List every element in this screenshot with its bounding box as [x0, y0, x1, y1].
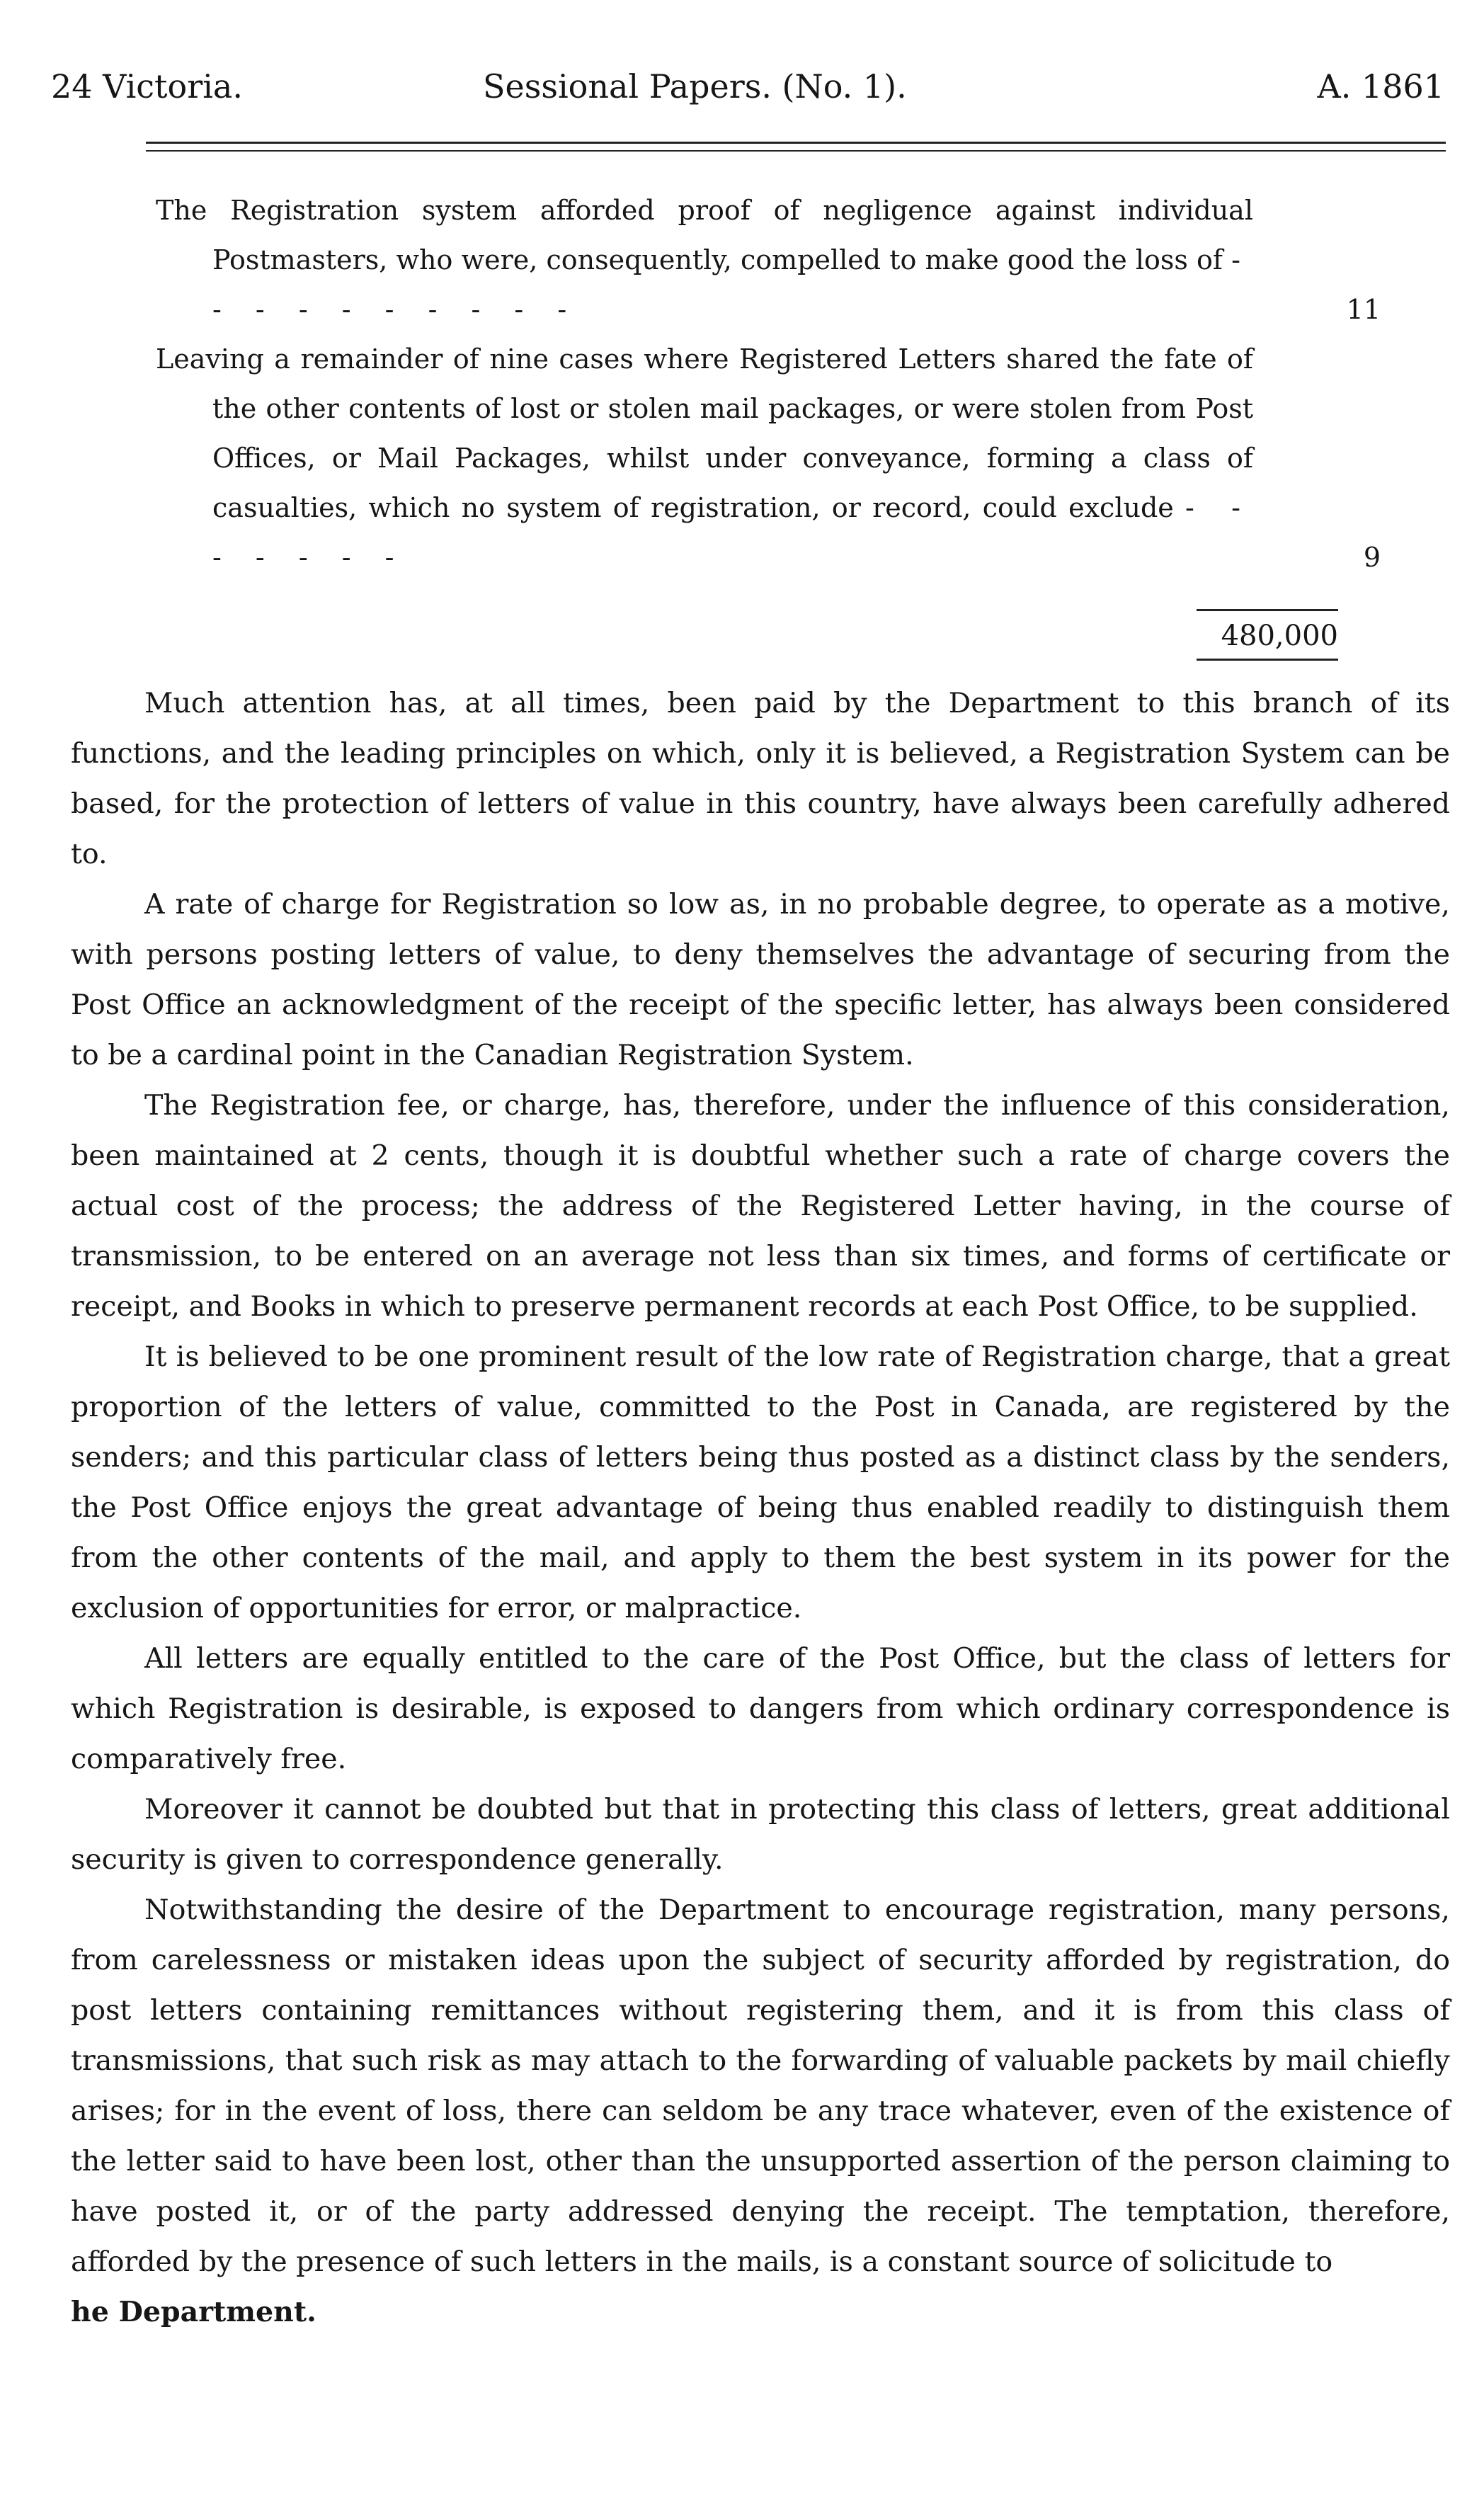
paragraph: Moreover it cannot be doubted but that in protecting this class of letters, great additional security is given to correspondence generally. — [71, 1793, 1450, 1876]
header-year: A. 1861 — [1317, 67, 1444, 106]
summary-entry — [156, 186, 1409, 334]
total-rule — [1197, 609, 1338, 611]
total-value: 480,000 — [1221, 620, 1338, 652]
summary-entry — [156, 334, 1409, 582]
page-header — [51, 58, 1444, 115]
paragraph: Much attention has, at all times, been paid by the Department to this branch of its functions, and the leading principles on which, only it is believed, a Registration System can be based, for the protection of letters of value in this country, have always been carefully adhered to. — [71, 687, 1450, 870]
closing-line: he Department. — [71, 2296, 316, 2328]
total-underline — [1197, 659, 1338, 661]
paragraph: All letters are equally entitled to the care of the Post Office, but the class of letters for which Registration is desirable, is exposed to dangers from which ordinary correspondence is comparatively free. — [71, 1642, 1450, 1775]
paragraph: It is believed to be one prominent result of the low rate of Registration charge, that a great proportion of the letters of value, committed to the Post in Canada, are registered by the senders; and this particular class of letters being thus posted as a distinct class by the senders, the Post Office enjoys the great advantage of being thus enabled readily to distinguish them from the other contents of the mail, and apply to them the best system in its power for the exclusion of opportunities for error, or malpractice. — [71, 1340, 1450, 1624]
entry-leader: - - - - - - - — [212, 492, 1253, 573]
entry-count: 11 — [1346, 294, 1381, 325]
report-body — [71, 678, 1450, 2338]
entry-text: Leaving a remainder of nine cases where Registered Letters shared the fate of the other contents of lost or stolen mail packages, or were stolen from Post Offices, or Mail Packages, whilst under conveyance, forming a class of casualties, which no system of registration, or record, could exclude — [156, 343, 1253, 523]
entry-leader: - - - - - - - - - - — [212, 244, 1253, 325]
header-title: Sessional Papers. (No. 1). — [483, 67, 907, 106]
entry-count: 9 — [1363, 542, 1381, 573]
header-rule-thin — [146, 150, 1446, 152]
paragraph: The Registration fee, or charge, has, therefore, under the influence of this consideration, been maintained at 2 cents, though it is doubtful whether such a rate of charge covers the actual cost of the process; the address of the Registered Letter having, in the course of transmission, to be entered on an average not less than six times, and forms of certificate or receipt, and Books in which to preserve permanent records at each Post Office, to be supplied. — [71, 1089, 1450, 1323]
paragraph: A rate of charge for Registration so low as, in no probable degree, to operate as a motive, with persons posting letters of value, to deny themselves the advantage of securing from the Post Office an acknowledgment of the receipt of the specific letter, has always been considered to be a cardinal point in the Canadian Registration System. — [71, 888, 1450, 1071]
paragraph: Notwithstanding the desire of the Department to encourage registration, many persons, from carelessness or mistaken ideas upon the subject of security afforded by registration, do post letters containing remittances without registering them, and it is from this class of transmissions, that such risk as may attach to the forwarding of valuable packets by mail chiefly arises; for in the event of loss, there can seldom be any trace whatever, even of the existence of the letter said to have been lost, other than the unsupported assertion of the person claiming to have posted it, or of the party addressed denying the receipt. The temptation, therefore, afforded by the presence of such letters in the mails, is a constant source of solicitude to — [71, 1894, 1450, 2278]
summary-entries — [156, 186, 1409, 582]
header-session: 24 Victoria. — [51, 67, 243, 106]
entry-text: The Registration system afforded proof of negligence against individual Postmasters, who were, consequently, compelled to make good the loss of — [156, 195, 1253, 275]
header-rule — [146, 142, 1446, 144]
